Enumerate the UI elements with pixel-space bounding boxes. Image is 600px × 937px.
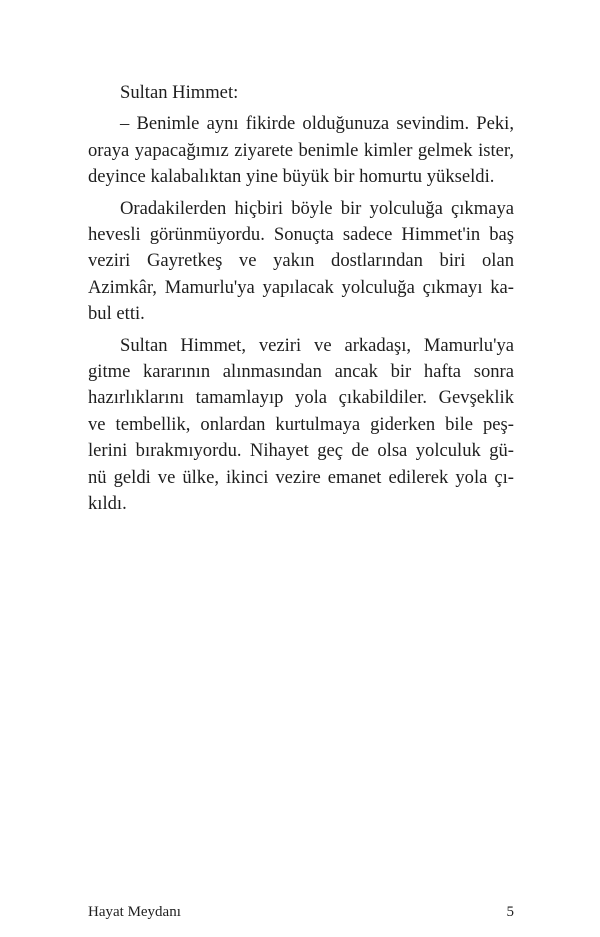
page-number: 5 bbox=[506, 904, 514, 920]
text-line: Azimkâr, Mamurlu'ya yapılacak yolculuğa çıkmayı ka- bbox=[88, 276, 514, 298]
text-line: ve tembellik, onlardan kurtulmaya giderken bile peş- bbox=[88, 413, 514, 435]
text-line: Sultan Himmet, veziri ve arkadaşı, Mamurlu'ya bbox=[120, 334, 514, 356]
text-line: hevesli görünmüyordu. Sonuçta sadece Himmet'in baş bbox=[88, 224, 514, 246]
text-line: – Benimle aynı fikirde olduğunuza sevindim. Peki, bbox=[120, 113, 514, 135]
text-line: Oradakilerden hiçbiri böyle bir yolculuğa çıkmaya bbox=[120, 197, 514, 219]
body-text bbox=[88, 80, 514, 523]
text-line: deyince kalabalıktan yine büyük bir homurtu yükseldi. bbox=[88, 166, 495, 188]
text-line: gitme kararının alınmasından ancak bir hafta sonra bbox=[88, 361, 514, 383]
paragraph bbox=[88, 111, 514, 190]
text-line: Sultan Himmet: bbox=[120, 82, 239, 103]
text-line: nü geldi ve ülke, ikinci vezire emanet edilerek yola çı- bbox=[88, 466, 514, 488]
paragraph bbox=[88, 80, 514, 106]
book-title: Hayat Meydanı bbox=[88, 904, 181, 920]
text-line: kıldı. bbox=[88, 493, 127, 515]
text-line: lerini bırakmıyordu. Nihayet geç de olsa yolculuk gü- bbox=[88, 440, 514, 462]
text-line: hazırlıklarını tamamlayıp yola çıkabildiler. Gevşeklik bbox=[88, 387, 514, 409]
paragraph bbox=[88, 333, 514, 518]
text-line: veziri Gayretkeş ve yakın dostlarından biri olan bbox=[88, 250, 514, 272]
text-line: oraya yapacağımız ziyarete benimle kimler gelmek ister, bbox=[88, 139, 514, 161]
text-line: bul etti. bbox=[88, 303, 145, 325]
paragraph bbox=[88, 196, 514, 328]
